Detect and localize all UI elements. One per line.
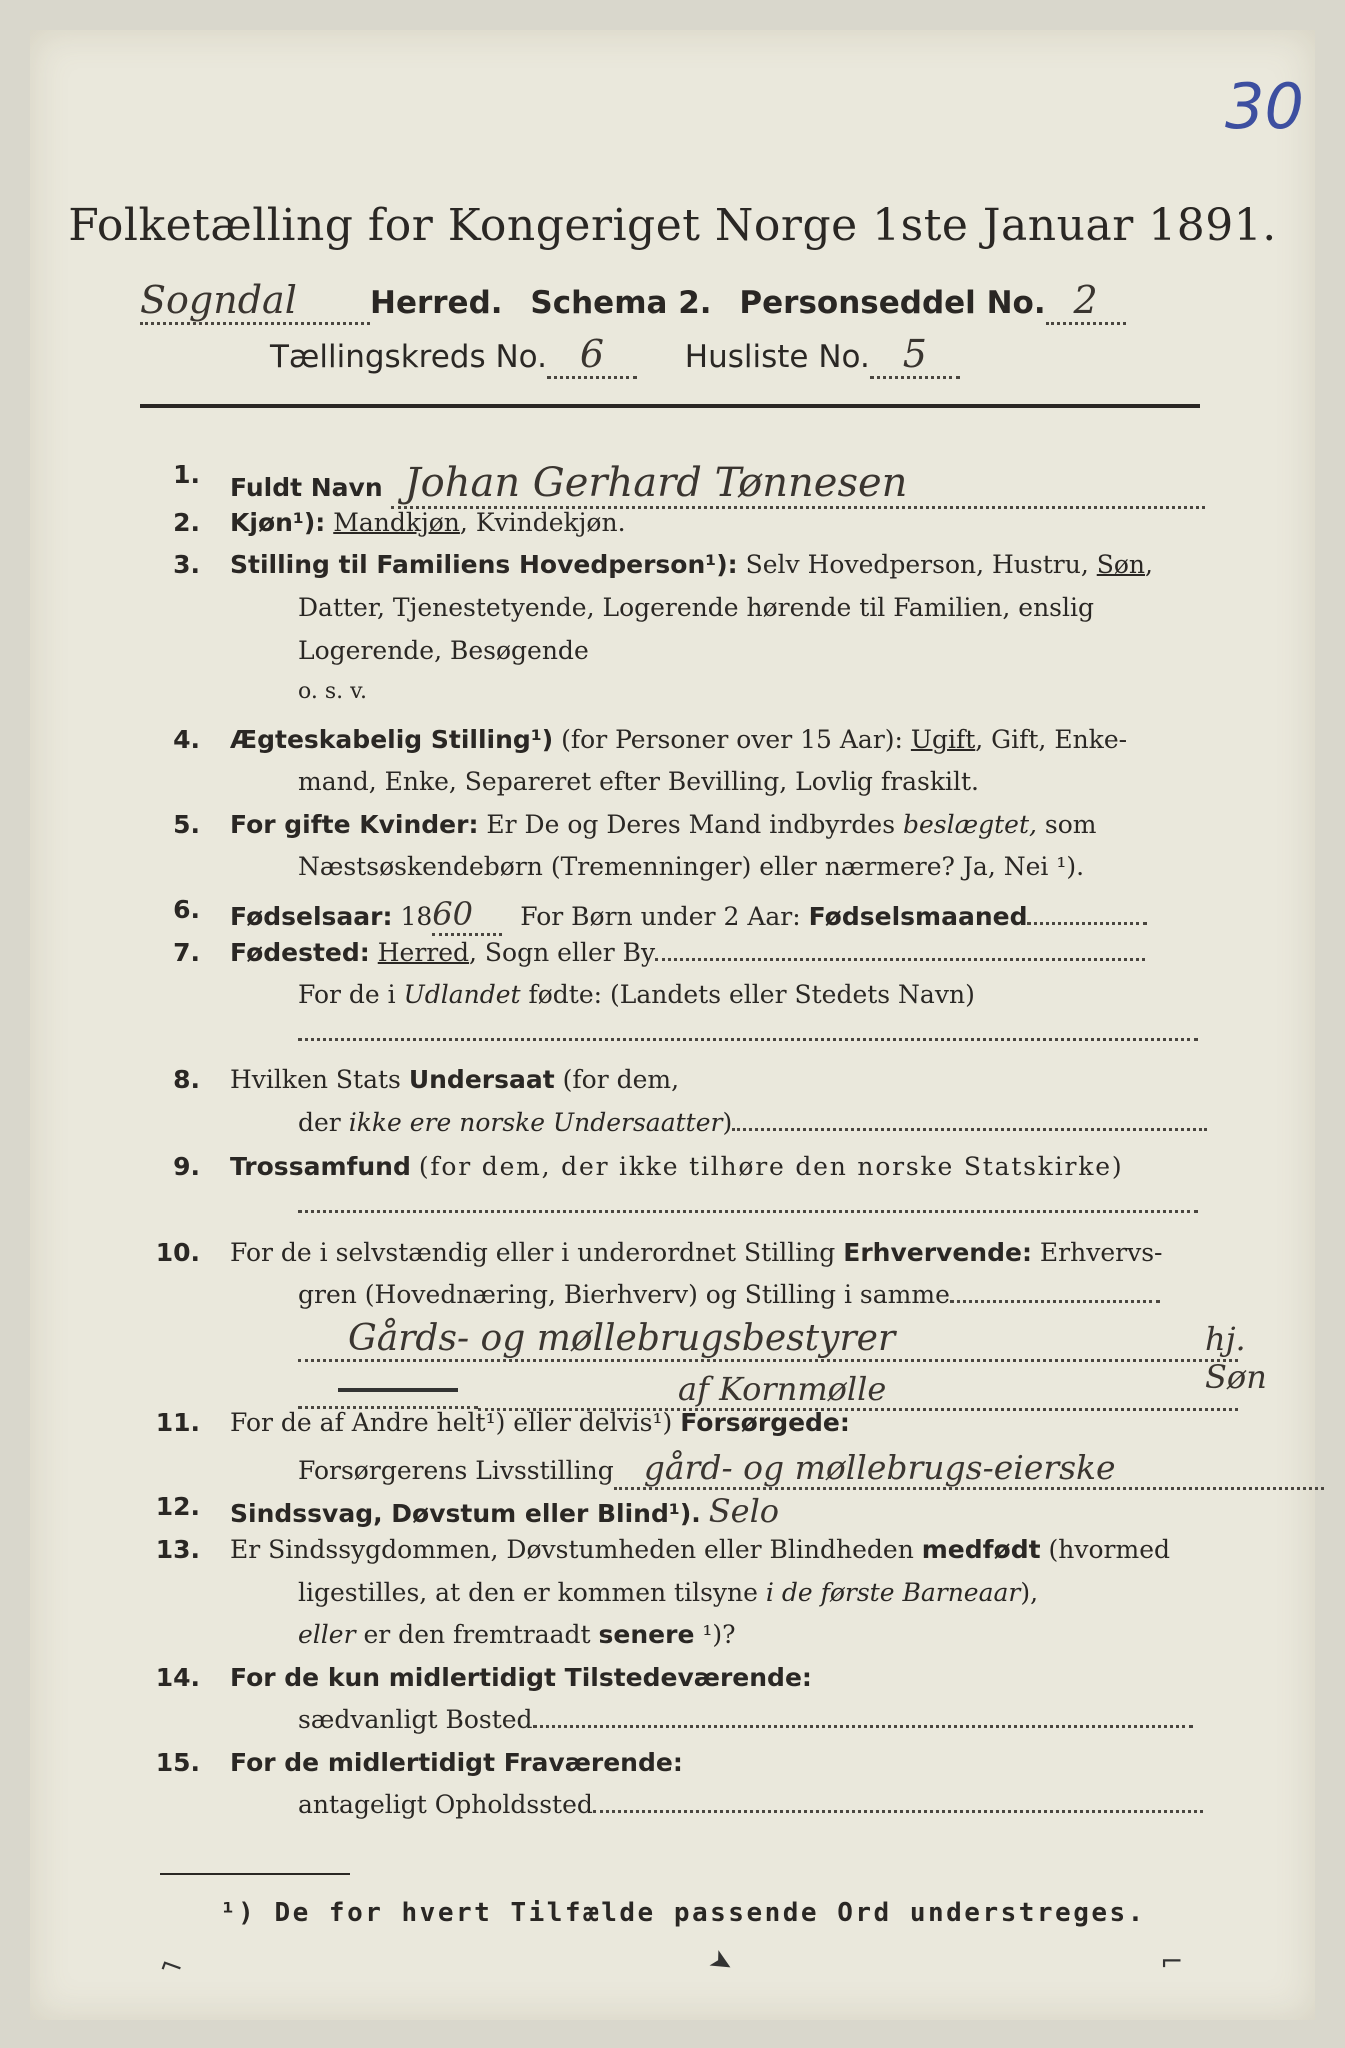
gifte-kvinder-label: For gifte Kvinder: <box>230 810 479 839</box>
forsorget-text: For de af Andre helt¹) eller delvis¹) <box>230 1408 681 1437</box>
fodested-text: , Sogn eller By <box>469 938 656 967</box>
herred-label: Herred. <box>370 285 503 321</box>
item-number: 7. <box>173 938 200 967</box>
aegteskab-label: Ægteskabelig Stilling¹) <box>230 725 554 754</box>
undersaat-text: (for dem, <box>562 1065 680 1094</box>
gifte-kvinder-text-line-2: Næstsøskendebørn (Tremenninger) eller nærmere? Ja, Nei ¹). <box>298 852 1085 881</box>
medfodt-text: i de første Barneaar <box>765 1578 1021 1607</box>
gifte-kvinder-text: som <box>1036 810 1097 839</box>
fodselsmaaned-label: Fødselsmaaned <box>808 902 1028 931</box>
medfodt-text: (hvormed <box>1040 1535 1170 1564</box>
forsorget-label: Forsørgede: <box>680 1408 850 1437</box>
udlandet-text: Udlandet <box>403 980 521 1009</box>
erhverv-line-4 <box>298 1370 1238 1411</box>
tilstedevaerende-label: For de kun midlertidigt Tilstedeværende: <box>230 1663 812 1692</box>
fodested-option-herred: Herred <box>377 938 470 967</box>
kreds-value: 6 <box>547 332 637 379</box>
kreds-label: Tællingskreds No. <box>270 339 547 375</box>
erhverv-text: gren (Hovednæring, Bierhverv) og Stilling i samme <box>298 1280 950 1309</box>
udlandet-text: fødte: (Landets eller Stedets Navn) <box>520 980 975 1009</box>
fuldt-navn-value: Johan Gerhard Tønnesen <box>391 460 1205 509</box>
stilling-label: Stilling til Familiens Hovedperson¹): <box>230 550 738 579</box>
udlandet-field <box>298 1038 1198 1041</box>
item-number: 12. <box>155 1492 200 1521</box>
stilling-text-line-4: o. s. v. <box>298 679 367 704</box>
header-line-1 <box>140 278 1126 325</box>
husliste-label: Husliste No. <box>684 339 870 375</box>
fravaerende-line-2 <box>298 1790 1203 1819</box>
opholdssted-field <box>593 1810 1203 1813</box>
fuldt-navn-label: Fuldt Navn <box>230 473 383 502</box>
undersaat-field <box>732 1128 1207 1131</box>
tilstedevaerende-line-2 <box>298 1705 1193 1734</box>
sindssvag-value: Selo <box>708 1492 780 1530</box>
erhverv-line-3 <box>298 1318 1238 1362</box>
erhverv-value: Gårds- og møllebrugsbestyrer <box>298 1318 1238 1362</box>
erhverv-line-2 <box>298 1280 1160 1309</box>
item-number: 8. <box>173 1065 200 1094</box>
fodselsaar-value: 60 <box>432 895 502 936</box>
forsorger-livsstilling-label: Forsørgerens Livsstilling <box>298 1456 614 1485</box>
item-number: 14. <box>155 1663 200 1692</box>
erhverv-value-note: hj. Søn <box>1205 1320 1267 1396</box>
footnote: ¹) De for hvert Tilfælde passende Ord understreges. <box>220 1898 1146 1928</box>
page-number: 30 <box>1225 70 1304 143</box>
item-number: 9. <box>173 1152 200 1181</box>
schema-label: Schema 2. <box>530 285 712 321</box>
stilling-text: , <box>1145 550 1153 579</box>
forsorger-livsstilling-value: gård- og møllebrugs-eierske <box>614 1448 1324 1490</box>
aegteskab-text-line-2: mand, Enke, Separeret efter Bevilling, Lovlig fraskilt. <box>298 767 979 796</box>
item-number: 3. <box>173 550 200 579</box>
header-line-2 <box>270 332 960 379</box>
fodested-label: Fødested: <box>230 938 370 967</box>
corner-mark-icon: ⌐ <box>1160 1945 1184 1978</box>
item-number: 11. <box>155 1408 200 1437</box>
erhverv-value-2: af Kornmølle <box>478 1370 1238 1411</box>
fodselsaar-label: Fødselsaar: <box>230 902 393 931</box>
kjon-option-mandkjon: Mandkjøn <box>333 508 460 537</box>
center-mark-icon: ➤ <box>703 1941 741 1982</box>
medfodt-text: er den fremtraadt <box>355 1620 599 1649</box>
erhverv-text: For de i selvstændig eller i underordnet Stilling <box>230 1238 844 1267</box>
kjon-option-kvindekjon: , Kvindekjøn. <box>459 508 626 537</box>
personseddel-label: Personseddel No. <box>739 285 1046 321</box>
stilling-text-line-3: Logerende, Besøgende <box>298 636 589 665</box>
herred-value: Sogndal <box>140 278 370 325</box>
medfodt-line-3 <box>298 1620 736 1649</box>
medfodt-label: medfødt <box>921 1535 1041 1564</box>
fodselsmaaned-text: For Børn under 2 Aar: <box>520 902 801 931</box>
medfodt-line-2 <box>298 1578 1038 1607</box>
undersaat-text: Hvilken Stats <box>230 1065 401 1094</box>
erhverv-field <box>950 1300 1160 1303</box>
bosted-label: sædvanligt Bosted <box>298 1705 533 1734</box>
kjon-label: Kjøn¹): <box>230 508 326 537</box>
medfodt-text: ), <box>1020 1578 1039 1607</box>
stilling-option-son: Søn <box>1096 550 1146 579</box>
forsorget-line-2 <box>298 1448 1324 1490</box>
item-number: 5. <box>173 810 200 839</box>
fravaerende-label: For de midlertidigt Fraværende: <box>230 1748 683 1777</box>
erhverv-label: Erhvervende: <box>843 1238 1032 1267</box>
item-number: 10. <box>155 1238 200 1267</box>
erhverv-text: Erhvervs- <box>1031 1238 1163 1267</box>
bosted-field <box>533 1725 1193 1728</box>
trossamfund-label: Trossamfund <box>230 1152 411 1181</box>
aegteskab-option-ugift: Ugift <box>910 725 976 754</box>
item-number: 2. <box>173 508 200 537</box>
udlandet-text: For de i <box>298 980 404 1009</box>
gifte-kvinder-text: beslægtet, <box>903 810 1037 839</box>
personseddel-value: 2 <box>1046 278 1126 325</box>
item-number: 1. <box>173 460 200 489</box>
item-number: 13. <box>155 1535 200 1564</box>
medfodt-text: senere <box>598 1620 695 1649</box>
census-form <box>30 30 1315 2020</box>
item-number: 4. <box>173 725 200 754</box>
sindssvag-label: Sindssvag, Døvstum eller Blind¹). <box>230 1499 701 1528</box>
item-number: 6. <box>173 895 200 924</box>
undersaat-text: ikke ere norske Undersaatter <box>348 1108 723 1137</box>
fodested-field <box>655 958 1145 961</box>
fodselsaar-prefix: 18 <box>400 902 433 931</box>
item-number: 15. <box>155 1748 200 1777</box>
medfodt-text: ¹)? <box>694 1620 736 1649</box>
trossamfund-field <box>298 1210 1198 1213</box>
opholdssted-label: antageligt Opholdssted <box>298 1790 593 1819</box>
aegteskab-text: , Gift, Enke- <box>975 725 1128 754</box>
erhverv-dash <box>298 1377 478 1409</box>
undersaat-label: Undersaat <box>408 1065 555 1094</box>
trossamfund-text: (for dem, der ikke tilhøre den norske Statskirke) <box>418 1152 1124 1181</box>
footnote-rule <box>160 1873 350 1875</box>
stilling-text: Selv Hovedperson, Hustru, <box>745 550 1097 579</box>
stilling-text-line-2: Datter, Tjenestetyende, Logerende hørende til Familien, enslig <box>298 593 1095 622</box>
medfodt-text: Er Sindssygdommen, Døvstumheden eller Blindheden <box>230 1535 922 1564</box>
undersaat-line-2 <box>298 1108 1207 1137</box>
corner-mark-icon: ⌐ <box>155 1946 189 1987</box>
gifte-kvinder-text: Er De og Deres Mand indbyrdes <box>486 810 903 839</box>
medfodt-text: eller <box>298 1620 356 1649</box>
undersaat-text: der <box>298 1108 349 1137</box>
aegteskab-text: (for Personer over 15 Aar): <box>561 725 911 754</box>
udlandet-line <box>298 980 975 1009</box>
husliste-value: 5 <box>870 332 960 379</box>
header-rule <box>140 404 1200 408</box>
fodselsmaaned-field <box>1027 922 1147 925</box>
form-title: Folketælling for Kongeriget Norge 1ste Januar 1891. <box>68 200 1277 251</box>
undersaat-text: ) <box>722 1108 733 1137</box>
medfodt-text: ligestilles, at den er kommen tilsyne <box>298 1578 766 1607</box>
